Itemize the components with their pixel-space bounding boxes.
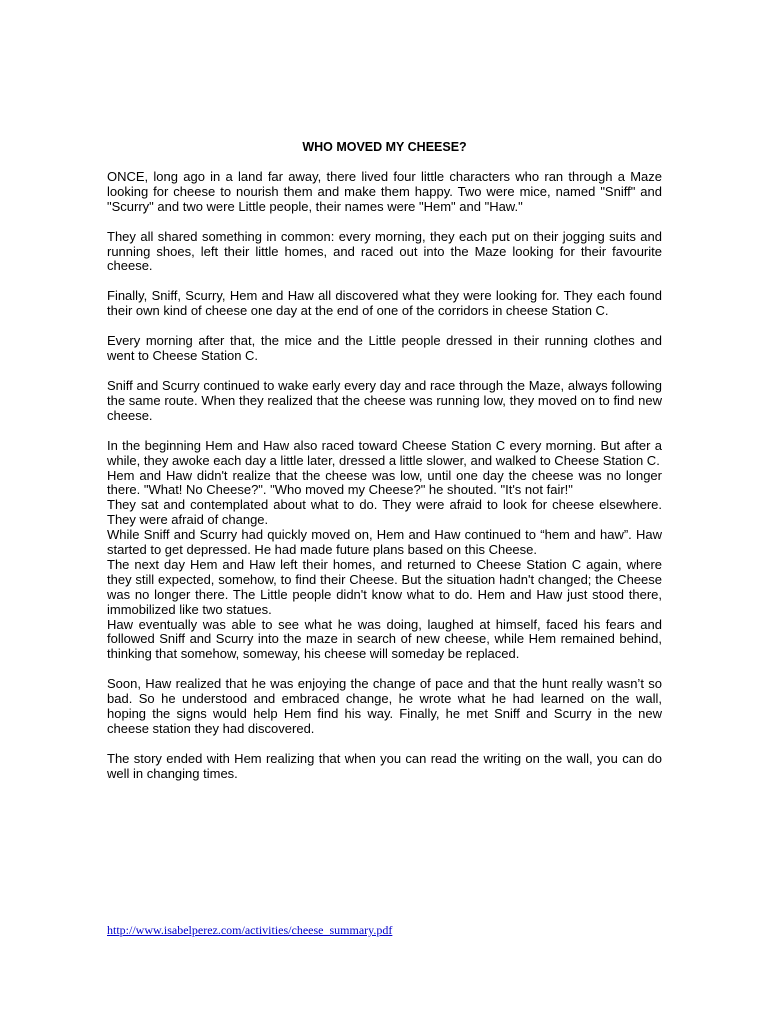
paragraph-sniff-scurry: Sniff and Scurry continued to wake early every day and race through the Maze, always following the same route. When they realized that the cheese was running low, they moved on to find new cheese. <box>107 377 662 423</box>
paragraph-discovery: Finally, Sniff, Scurry, Hem and Haw all discovered what they were looking for. They each found their own kind of cheese one day at the end of one of the corridors in cheese Station C. <box>107 288 662 319</box>
paragraph-hem-and-haw: While Sniff and Scurry had quickly moved on, Hem and Haw continued to “hem and haw”. Haw started to get depressed. He had made future plans based on this Cheese. <box>107 527 662 558</box>
paragraph-every-morning: Every morning after that, the mice and the Little people dressed in their running clothes and went to Cheese Station C. <box>107 333 662 364</box>
paragraph-next-day: The next day Hem and Haw left their homes, and returned to Cheese Station C again, where they still expected, somehow, to find their Cheese. But the situation hadn't changed; the Cheese was no longer there. The Little people didn't know what to do. Hem and Haw just stood there, immobilized like two statues. <box>107 556 662 617</box>
paragraph-intro: ONCE, long ago in a land far away, there lived four little characters who ran through a Maze looking for cheese to nourish them and make them happy. Two were mice, named "Sniff" and "Scurry" and two were Little people, their names were "Hem" and "Haw." <box>107 168 662 214</box>
source-link[interactable]: http://www.isabelperez.com/activities/cheese_summary.pdf <box>107 923 393 937</box>
document-title: WHO MOVED MY CHEESE? <box>302 140 467 154</box>
paragraph-afraid: They sat and contemplated about what to do. They were afraid to look for cheese elsewhere. They were afraid of change. <box>107 497 662 528</box>
paragraph-no-cheese: Hem and Haw didn't realize that the cheese was low, until one day the cheese was no longer there. "What! No Cheese?". "Who moved my Cheese?" he shouted. "It's not fair!" <box>107 467 662 498</box>
document-page <box>107 140 662 782</box>
paragraph-haw-laughs: Haw eventually was able to see what he was doing, laughed at himself, faced his fears and followed Sniff and Scurry into the maze in search of new cheese, while Hem remained behind, thinking that somehow, someway, his cheese will someday be replaced. <box>107 616 662 662</box>
paragraph-change-of-pace: Soon, Haw realized that he was enjoying the change of pace and that the hunt really wasn’t so bad. So he understood and embraced change, he wrote what he had learned on the wall, hoping the signs would help Hem find his way. Finally, he met Sniff and Scurry in the new cheese station they had discovered. <box>107 676 662 736</box>
paragraph-routine: They all shared something in common: every morning, they each put on their jogging suits and running shoes, left their little homes, and raced out into the Maze looking for their favourite cheese. <box>107 228 662 274</box>
paragraph-hem-haw-late: In the beginning Hem and Haw also raced toward Cheese Station C every morning. But after a while, they awoke each day a little later, dressed a little slower, and walked to Cheese Station C. <box>107 437 662 468</box>
paragraph-ending: The story ended with Hem realizing that when you can read the writing on the wall, you can do well in changing times. <box>107 750 662 781</box>
